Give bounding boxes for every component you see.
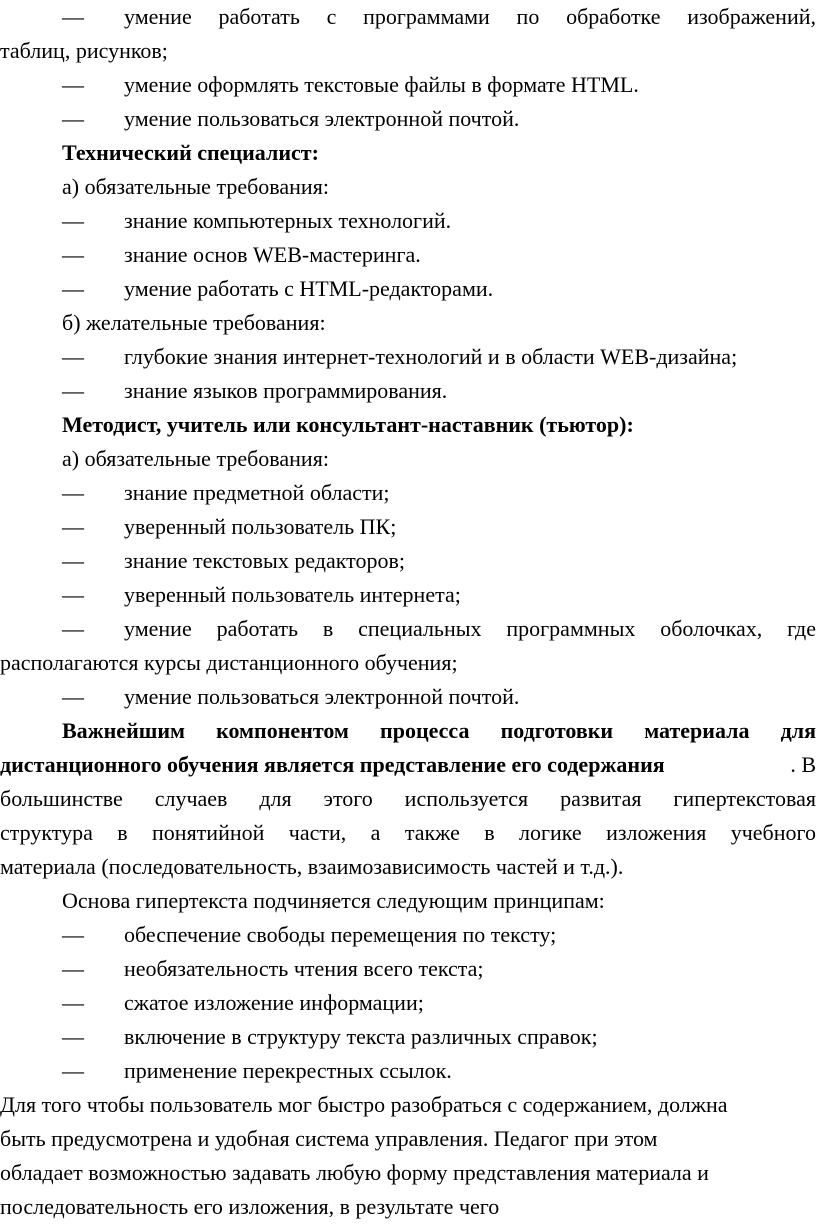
list-item-text: знание предметной области; [124, 480, 390, 505]
list-item-text: сжатое изложение информации; [124, 990, 424, 1015]
subheading-required: а) обязательные требования: [62, 446, 329, 471]
dash-bullet: — [62, 616, 84, 641]
text-line: Для того чтобы пользователь мог быстро разобраться с содержанием, должна [0, 1092, 728, 1117]
text-line: последовательность его изложения, в результате чего [0, 1194, 500, 1219]
list-item-text: знание языков программирования. [124, 378, 448, 403]
dash-bullet: — [62, 922, 84, 947]
text-line: таблиц, рисунков; [0, 38, 168, 63]
dash-bullet: — [62, 1024, 84, 1049]
list-item-text: умение пользоваться электронной почтой. [124, 684, 520, 709]
text-line: обладает возможностью задавать любую форму представления материала и [0, 1160, 709, 1185]
list-item-text: необязательность чтения всего текста; [124, 956, 484, 981]
dash-bullet: — [62, 684, 84, 709]
dash-bullet: — [62, 514, 84, 539]
dash-bullet: — [62, 208, 84, 233]
list-item-text: знание основ WEB-мастеринга. [124, 242, 421, 267]
dash-bullet: — [62, 72, 84, 97]
dash-bullet: — [62, 344, 84, 369]
bold-text: дистанционного обучения является представление его содержания [0, 752, 665, 777]
list-item-text: обеспечение свободы перемещения по тексту; [124, 922, 557, 947]
subheading-desired: б) желательные требования: [62, 310, 326, 335]
dash-bullet: — [62, 582, 84, 607]
list-item-text: применение перекрестных ссылок. [124, 1058, 452, 1083]
list-item-text: уверенный пользователь ПК; [124, 514, 397, 539]
dash-bullet: — [62, 242, 84, 267]
text-line: Основа гипертекста подчиняется следующим принципам: [62, 888, 605, 913]
heading-technical-specialist: Технический специалист: [62, 140, 319, 165]
subheading-required: а) обязательные требования: [62, 174, 329, 199]
bold-text: Важнейшим компонентом процесса подготовки материала для [62, 718, 816, 743]
paragraph-line: умение работать с программами по обработке изображений, [124, 4, 816, 29]
heading-methodist: Методист, учитель или консультант-наставник (тьютор): [62, 412, 634, 437]
text-line: располагаются курсы дистанционного обучения; [0, 650, 458, 675]
text-line: структура в понятийной части, а также в логике изложения учебного [0, 820, 816, 845]
dash-bullet: — [62, 548, 84, 573]
text-line: материала (последовательность, взаимозависимость частей и т.д.). [0, 854, 624, 879]
list-item-text: умение работать с HTML-редакторами. [124, 276, 494, 301]
dash-bullet: — [62, 378, 84, 403]
list-item-text: глубокие знания интернет-технологий и в области WEB-дизайна; [124, 344, 738, 369]
list-item-text: уверенный пользователь интернета; [124, 582, 461, 607]
dash-bullet: — [62, 106, 84, 131]
dash-bullet: — [62, 990, 84, 1015]
dash-bullet: — [62, 480, 84, 505]
list-item-text: знание компьютерных технологий. [124, 208, 452, 233]
text-line: . В [790, 752, 816, 777]
dash-bullet: — [62, 4, 84, 29]
dash-bullet: — [62, 1058, 84, 1083]
dash-bullet: — [62, 276, 84, 301]
text-line: быть предусмотрена и удобная система управления. Педагог при этом [0, 1126, 658, 1151]
dash-bullet: — [62, 956, 84, 981]
text-line: большинстве случаев для этого используется развитая гипертекстовая [0, 786, 816, 811]
list-item-text: умение работать в специальных программных оболочках, где [124, 616, 816, 641]
list-item-text: умение пользоваться электронной почтой. [124, 106, 520, 131]
list-item-text: включение в структуру текста различных справок; [124, 1024, 598, 1049]
list-item-text: знание текстовых редакторов; [124, 548, 405, 573]
list-item-text: умение оформлять текстовые файлы в формате HTML. [124, 72, 639, 97]
